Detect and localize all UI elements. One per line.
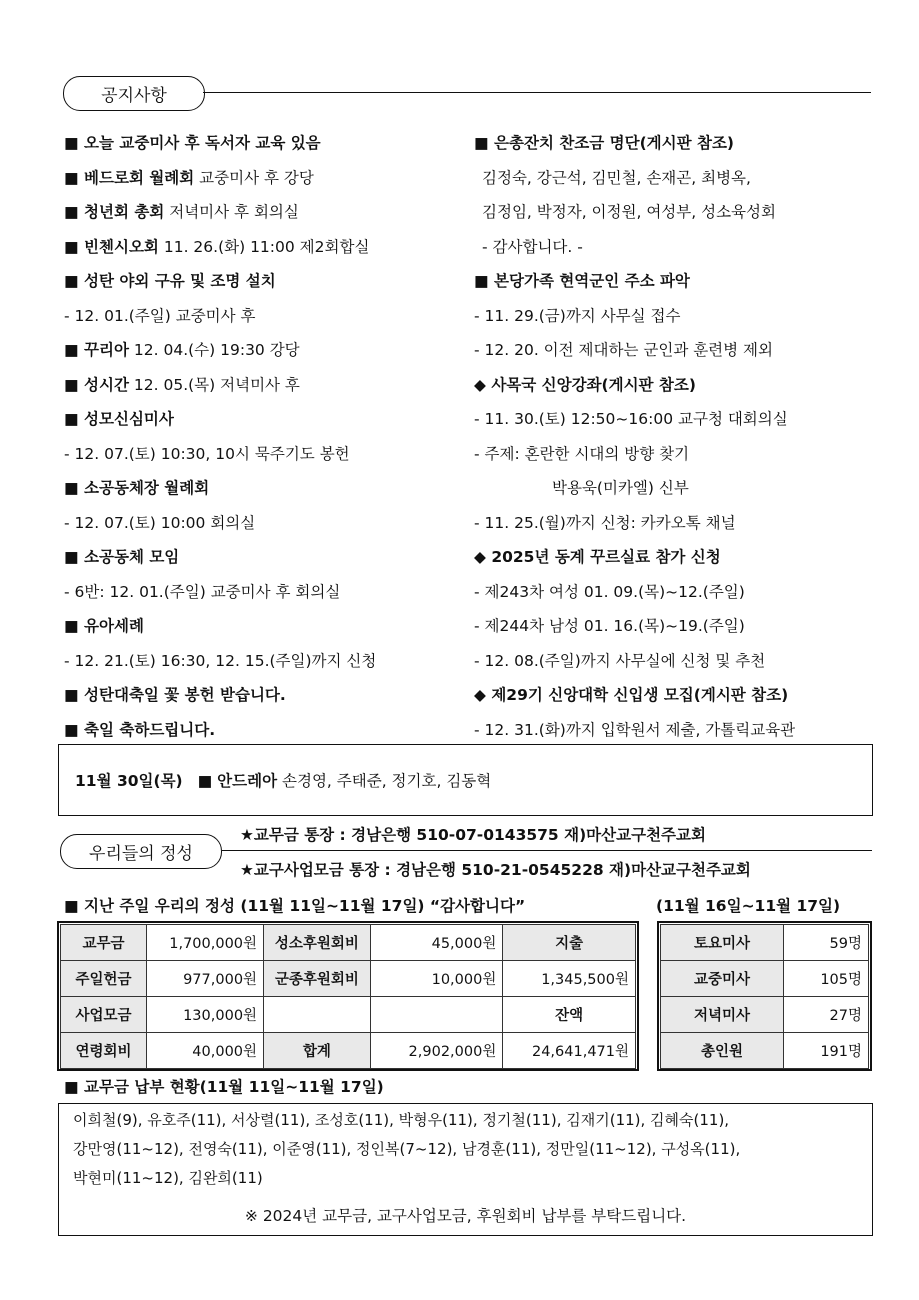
notice-item-text: - 11. 30.(토) 12:50~16:00 교구청 대회의실 [474, 410, 788, 428]
notice-item [64, 299, 464, 334]
attendance-label: 토요미사 [661, 925, 784, 961]
dues-box [58, 1103, 873, 1236]
notice-item-text: 저녁미사 후 회의실 [164, 203, 299, 221]
notice-item [64, 333, 464, 368]
notice-item [474, 540, 894, 575]
notice-item-text: - 11. 29.(금)까지 사무실 접수 [474, 306, 681, 325]
table-row [61, 961, 636, 997]
notice-item [474, 437, 894, 472]
notice-item-text: - 12. 21.(토) 16:30, 12. 15.(주일)까지 신청 [64, 651, 377, 670]
notice-item-text: - 12. 07.(토) 10:30, 10시 묵주기도 봉헌 [64, 444, 350, 463]
table-cell: 24,641,471원 [503, 1033, 636, 1069]
table-cell: 130,000원 [146, 997, 263, 1033]
notice-item [474, 195, 894, 230]
notice-item [64, 713, 464, 748]
feast-box [58, 744, 873, 816]
notice-right-column [474, 126, 894, 747]
notice-item-text: 교중미사 후 강당 [194, 168, 314, 187]
notice-item [64, 195, 464, 230]
offering-title: 우리들의 정성 [60, 834, 222, 869]
attendance-count: 27명 [784, 997, 869, 1033]
feast-date: 11월 30일(목) [75, 772, 183, 790]
notice-item [64, 575, 464, 610]
table-cell: 군종후원회비 [264, 961, 371, 997]
notice-item-text: - 12. 31.(화)까지 입학원서 제출, 가톨릭교육관 [474, 720, 796, 739]
notice-item [64, 126, 464, 161]
notice-item-text: - 12. 07.(토) 10:00 회의실 [64, 513, 256, 532]
notice-item-text: 박용욱(미카엘) 신부 [552, 479, 689, 497]
notice-item [474, 609, 894, 644]
notice-item-heading: ◆ 사목국 신앙강좌(게시판 참조) [474, 375, 696, 394]
notice-item [474, 368, 894, 403]
table-cell: 연령회비 [61, 1033, 147, 1069]
notice-item-heading: ■ 청년회 총회 [64, 203, 165, 221]
week-offering-title: ■ 지난 주일 우리의 정성 (11월 11일~11월 17일) “감사합니다” [64, 897, 526, 915]
notice-item [64, 368, 464, 403]
table-cell: 977,000원 [146, 961, 263, 997]
table-cell: 교무금 [61, 925, 147, 961]
notice-item [474, 575, 894, 610]
notice-item [64, 609, 464, 644]
notice-item-text: - 12. 20. 이전 제대하는 군인과 훈련병 제외 [474, 341, 774, 359]
attendance-label: 총인원 [661, 1033, 784, 1069]
notice-item-heading: ■ 꾸리아 [64, 341, 129, 359]
notice-item-text: 11. 26.(화) 11:00 제2회합실 [158, 237, 370, 256]
account-divider [222, 850, 872, 851]
dues-names-line-3: 박현미(11~12), 김완희(11) [73, 1169, 263, 1187]
notice-item [474, 299, 894, 334]
table-cell: 합계 [264, 1033, 371, 1069]
notice-item-text: - 12. 08.(주일)까지 사무실에 신청 및 추천 [474, 651, 766, 670]
table-cell: 성소후원회비 [264, 925, 371, 961]
notice-item-heading: ■ 본당가족 현역군인 주소 파악 [474, 272, 690, 290]
table-cell: 지출 [503, 925, 636, 961]
notice-item [64, 402, 464, 437]
table-row [61, 997, 636, 1033]
table-cell: 2,902,000원 [370, 1033, 503, 1069]
notice-item [64, 230, 464, 265]
notice-item-text: - 12. 01.(주일) 교중미사 후 [64, 306, 256, 325]
table-cell: 잔액 [503, 997, 636, 1033]
notice-item [474, 506, 894, 541]
notice-item-heading: ■ 성탄대축일 꽃 봉헌 받습니다. [64, 686, 286, 704]
notice-item-text: - 주제: 혼란한 시대의 방향 찾기 [474, 444, 690, 463]
dues-names-line-1: 이희철(9), 유호주(11), 서상렬(11), 조성호(11), 박형우(11), 정기철(11), 김재기(11), 김혜숙(11), [73, 1111, 730, 1129]
table-row [661, 1033, 869, 1069]
notice-item [474, 126, 894, 161]
offering-table [60, 924, 636, 1069]
feast-mark: ■ [197, 772, 213, 790]
notice-item-heading: ■ 베드로회 월례회 [64, 168, 195, 187]
notice-item-heading: ■ 성시간 [64, 375, 129, 394]
notice-item [474, 678, 894, 713]
dues-names-line-2: 강만영(11~12), 전영숙(11), 이준영(11), 정인복(7~12), 남경훈(11), 정만일(11~12), 구성옥(11), [73, 1140, 741, 1158]
attendance-count: 59명 [784, 925, 869, 961]
notice-item [64, 506, 464, 541]
table-row [61, 1033, 636, 1069]
notice-item [474, 230, 894, 265]
notice-item [64, 678, 464, 713]
notice-left-column [64, 126, 464, 747]
notice-item [474, 333, 894, 368]
notice-item-heading: ■ 유아세례 [64, 617, 144, 635]
notice-item-heading: ◆ 제29기 신앙대학 신입생 모집(게시판 참조) [474, 686, 789, 704]
feast-names: 손경영, 주태준, 정기호, 김동혁 [282, 772, 492, 790]
notice-item-heading: ■ 은총잔치 찬조금 명단(게시판 참조) [474, 134, 735, 152]
notice-item-heading: ■ 소공동체장 월례회 [64, 479, 210, 497]
notice-item-heading: ◆ 2025년 동계 꾸르실료 참가 신청 [474, 548, 721, 566]
table-row [61, 925, 636, 961]
notice-item [64, 161, 464, 196]
notice-item-heading: ■ 소공동체 모임 [64, 548, 180, 566]
notice-item-text: - 감사합니다. - [482, 237, 583, 256]
table-row [661, 997, 869, 1033]
notice-divider [203, 92, 871, 93]
table-cell [370, 997, 503, 1033]
table-row [661, 925, 869, 961]
notice-item [64, 644, 464, 679]
table-cell: 40,000원 [146, 1033, 263, 1069]
dues-title: ■ 교무금 납부 현황(11월 11일~11월 17일) [64, 1078, 384, 1096]
table-cell: 1,700,000원 [146, 925, 263, 961]
notice-item-heading: ■ 빈첸시오회 [64, 237, 159, 256]
notice-item-text: - 6반: 12. 01.(주일) 교중미사 후 회의실 [64, 582, 341, 601]
attendance-label: 교중미사 [661, 961, 784, 997]
notice-item-text: 김정임, 박정자, 이정원, 여성부, 성소육성회 [482, 203, 776, 221]
table-row [661, 961, 869, 997]
notice-item-text: - 제243차 여성 01. 09.(목)~12.(주일) [474, 582, 745, 601]
attendance-count: 105명 [784, 961, 869, 997]
notice-item [474, 402, 894, 437]
notice-title: 공지사항 [63, 76, 205, 111]
notice-item [474, 713, 894, 748]
table-cell: 사업모금 [61, 997, 147, 1033]
feast-saint: 안드레아 [217, 772, 278, 790]
attendance-count: 191명 [784, 1033, 869, 1069]
table-cell [264, 997, 371, 1033]
account-2: ★교구사업모금 통장 : 경남은행 510-21-0545228 재)마산교구천주교회 [240, 861, 751, 879]
attendance-table [660, 924, 869, 1069]
table-cell: 10,000원 [370, 961, 503, 997]
notice-item-text: - 제244차 남성 01. 16.(목)~19.(주일) [474, 617, 745, 635]
table-cell: 주일헌금 [61, 961, 147, 997]
attendance-title: (11월 16일~11월 17일) [656, 897, 841, 915]
notice-item [64, 540, 464, 575]
notice-item [64, 264, 464, 299]
attendance-label: 저녁미사 [661, 997, 784, 1033]
dues-note: ※ 2024년 교무금, 교구사업모금, 후원회비 납부를 부탁드립니다. [244, 1207, 687, 1225]
notice-item [474, 264, 894, 299]
notice-item-heading: ■ 오늘 교중미사 후 독서자 교육 있음 [64, 134, 321, 152]
notice-item-text: 12. 05.(목) 저녁미사 후 [128, 375, 300, 394]
notice-item [64, 437, 464, 472]
account-1: ★교무금 통장 : 경남은행 510-07-0143575 재)마산교구천주교회 [240, 826, 706, 844]
table-cell: 45,000원 [370, 925, 503, 961]
notice-item-heading: ■ 성모신심미사 [64, 410, 174, 428]
table-cell: 1,345,500원 [503, 961, 636, 997]
notice-item [474, 471, 894, 506]
notice-item-heading: ■ 성탄 야외 구유 및 조명 설치 [64, 272, 276, 290]
notice-item [64, 471, 464, 506]
notice-item-text: 김정숙, 강근석, 김민철, 손재곤, 최병옥, [482, 168, 751, 187]
notice-item-heading: ■ 축일 축하드립니다. [64, 720, 216, 739]
notice-item-text: - 11. 25.(월)까지 신청: 카카오톡 채널 [474, 513, 736, 532]
notice-item [474, 161, 894, 196]
notice-item-text: 12. 04.(수) 19:30 강당 [128, 341, 300, 359]
notice-item [474, 644, 894, 679]
